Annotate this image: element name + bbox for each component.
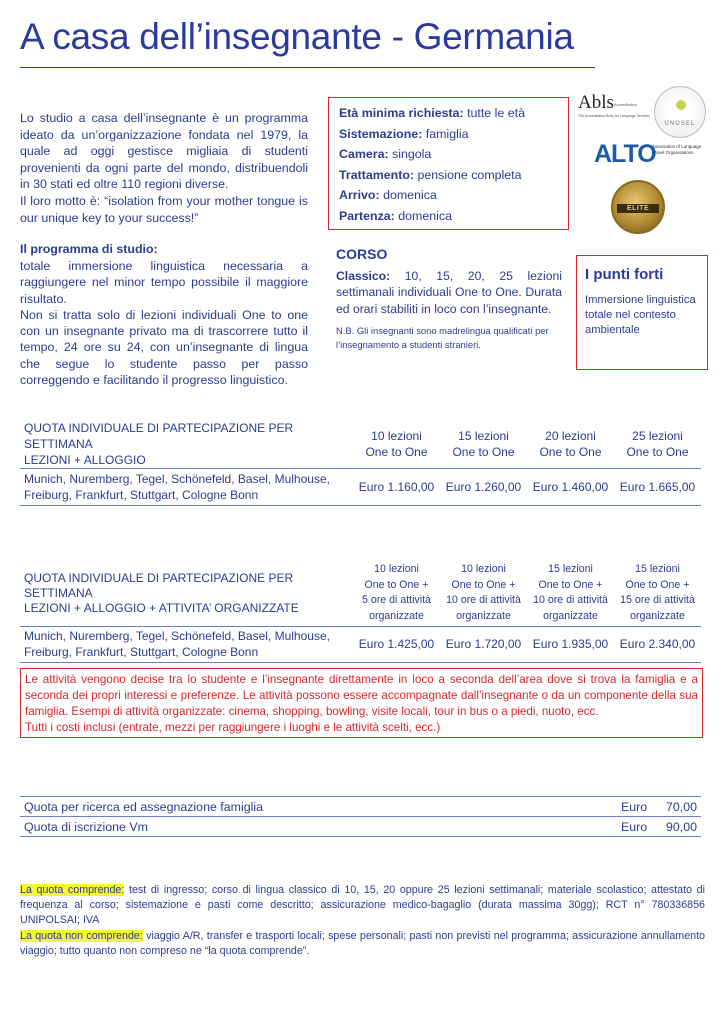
fee-currency: Euro <box>617 817 657 837</box>
table-cell-price: Euro 1.460,00 <box>527 469 614 506</box>
program-text-2: Non si tratta solo di lezioni individuali One to one con un insegnante privato ma di trascorrere tutto il tempo, 24 ore su 24, con un’insegnante di lingua che segue lo studente passo per passo correggendo e facilitando il progresso linguistico. <box>20 307 308 388</box>
fee-label: Quota per ricerca ed assegnazione famiglia <box>20 797 617 817</box>
corso-title: CORSO <box>336 246 388 262</box>
info-sistemazione: Sistemazione: famiglia <box>339 126 469 141</box>
table-cell-price: Euro 2.340,00 <box>614 626 701 662</box>
fee-row <box>20 797 701 817</box>
abls-logo: Abls Accreditation The Accreditation Body for Language Services <box>578 92 650 118</box>
info-trattamento: Trattamento: pensione completa <box>339 167 522 182</box>
fee-amount: 90,00 <box>657 817 701 837</box>
program-text-1: totale immersione linguistica necessaria a raggiungere nel minor tempo possibile il maggiore risultato. <box>20 259 308 306</box>
info-partenza: Partenza: domenica <box>339 208 452 223</box>
table-col-header: 20 lezioni One to One <box>527 420 614 469</box>
table-cell-price: Euro 1.935,00 <box>527 626 614 662</box>
table-row-cities: Munich, Nuremberg, Tegel, Schönefeld, Basel, Mulhouse, Freiburg, Frankfurt, Stuttgart, Cologne Bonn <box>20 469 353 506</box>
activities-text: Le attività vengono decise tra lo studente e l’insegnante direttamente in loco a seconda dell’area dove si trova la famiglia e a seconda dei propri interessi e preferenze. Le attività possono essere accompagnate dall’insegnante o da un componente della sua famiglia. Esempi di attività organizzate: cinema, shopping, bowling, visite locali, tour in bus o a piedi, nuoto, ecc. <box>25 673 698 718</box>
quota-comprende-text: test di ingresso; corso di lingua classico di 10, 15, 20 oppure 25 lezioni settimanali; materiale scolastico; attestato di frequenza al corso; sistemazione e pasti come descritto; assicurazione medico-bagaglio (durata massima 30gg); RCT n° 780336856 UNIPOLSAI; IVA <box>20 884 706 927</box>
table-col-header: 15 lezioni One to One + 15 ore di attività organizzate <box>614 561 701 626</box>
table-col-header: 10 lezioni One to One + 5 ore di attività organizzate <box>353 561 440 626</box>
table-header-label: QUOTA INDIVIDUALE DI PARTECIPAZIONE PER SETTIMANA LEZIONI + ALLOGGIO <box>20 420 353 469</box>
fee-amount: 70,00 <box>657 797 701 817</box>
table-cell-price: Euro 1.425,00 <box>353 626 440 662</box>
table-cell-price: Euro 1.720,00 <box>440 626 527 662</box>
elite-logo: ELITE <box>611 180 665 234</box>
table-row <box>20 469 701 506</box>
quota-comprende <box>20 883 705 929</box>
title-divider <box>20 67 595 68</box>
info-eta: Età minima richiesta: tutte le età <box>339 106 525 120</box>
quota-non-comprende <box>20 929 705 959</box>
price-table-lezioni-alloggio <box>20 420 701 506</box>
table-header-label: QUOTA INDIVIDUALE DI PARTECIPAZIONE PER SETTIMANA LEZIONI + ALLOGGIO + ATTIVITA’ ORGANIZZATE <box>20 561 353 626</box>
table-row <box>20 626 701 662</box>
table-cell-price: Euro 1.665,00 <box>614 469 701 506</box>
table-col-header: 10 lezioni One to One + 10 ore di attività organizzate <box>440 561 527 626</box>
footer-notes <box>20 883 705 959</box>
activities-box <box>20 668 703 738</box>
punti-forti-text: Immersione linguistica totale nel contesto ambientale <box>585 294 696 336</box>
program-section <box>20 258 308 388</box>
page-title: A casa dell’insegnante - Germania <box>20 16 574 57</box>
corso-text: Classico: 10, 15, 20, 25 lezioni settimanali individuali One to One. Durata ed orari stabiliti in loco con l’insegnante. <box>336 269 562 316</box>
program-title: Il programma di studio: <box>20 242 158 256</box>
fee-row <box>20 817 701 837</box>
info-arrivo: Arrivo: domenica <box>339 188 437 203</box>
activities-costs: Tutti i costi inclusi (entrate, mezzi per raggiungere i luoghi e le attività scelti, ecc.) <box>25 721 441 734</box>
unosel-logo: UNOSEL <box>654 86 706 138</box>
quota-comprende-label: La quota comprende: <box>20 884 125 896</box>
punti-forti-title: I punti forti <box>585 266 664 283</box>
intro-section <box>20 110 308 226</box>
price-table-attivita <box>20 561 701 663</box>
info-box <box>328 97 569 230</box>
corso-note: N.B. Gli insegnanti sono madrelingua qualificati per l’insegnamento a studenti stranieri. <box>336 325 549 350</box>
table-header-row <box>20 420 701 469</box>
quota-non-comprende-label: La quota non comprende: <box>20 929 143 942</box>
table-col-header: 15 lezioni One to One + 10 ore di attività organizzate <box>527 561 614 626</box>
quota-non-comprende-text: viaggio A/R, transfer e trasporti locali; spese personali; pasti non previsti nel programma; assicurazione annullamento viaggio; tutto quanto non compreso ne “la quota comprende”. <box>20 929 705 957</box>
alto-logo: ALTO Association of Language Travel Organisations <box>594 140 702 168</box>
intro-text: Lo studio a casa dell’insegnante è un programma ideato da un’organizzazione fondata nel 1979, la quale ad oggi gestisce migliaia di studenti provenienti da ogni parte del mondo, distribuendoli in 30 stati ed oltre 110 regioni diverse. <box>20 111 308 192</box>
table-col-header: 25 lezioni One to One <box>614 420 701 469</box>
table-row-cities: Munich, Nuremberg, Tegel, Schönefeld, Basel, Mulhouse, Freiburg, Frankfurt, Stuttgart, Cologne Bonn <box>20 626 353 662</box>
table-col-header: 15 lezioni One to One <box>440 420 527 469</box>
table-col-header: 10 lezioni One to One <box>353 420 440 469</box>
fee-currency: Euro <box>617 797 657 817</box>
intro-motto: Il loro motto è: “isolation from your mother tongue is our unique key to your success!” <box>20 193 308 225</box>
punti-forti-box <box>576 255 708 370</box>
fees-table <box>20 796 701 837</box>
table-header-row <box>20 561 701 626</box>
info-camera: Camera: singola <box>339 147 432 162</box>
fee-label: Quota di iscrizione Vm <box>20 817 617 837</box>
table-cell-price: Euro 1.160,00 <box>353 469 440 506</box>
table-cell-price: Euro 1.260,00 <box>440 469 527 506</box>
